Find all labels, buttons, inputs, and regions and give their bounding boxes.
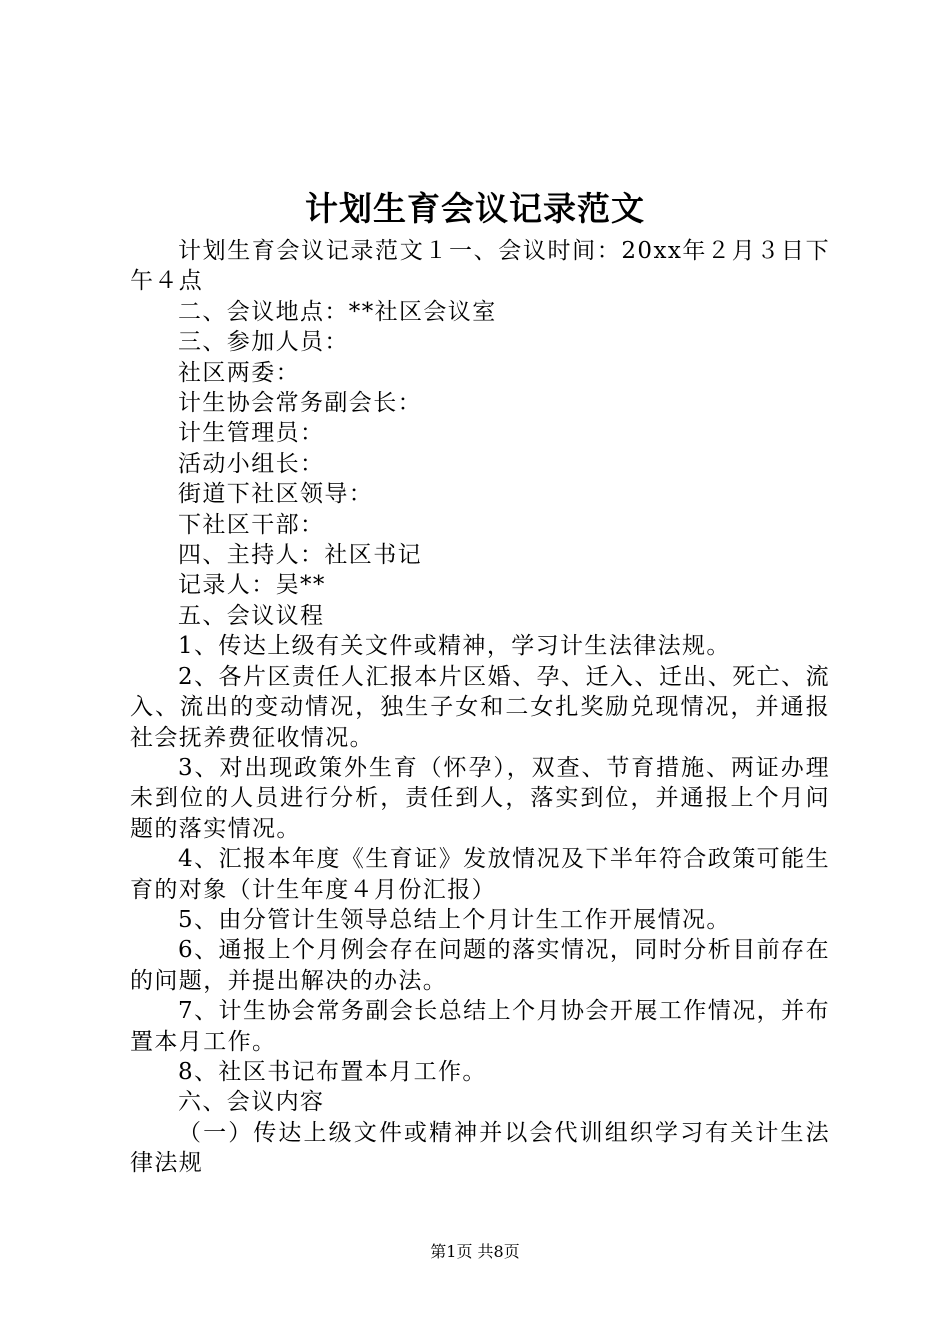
document-title: 计划生育会议记录范文	[305, 189, 645, 228]
paragraph: 下社区干部：	[178, 511, 325, 538]
paragraph: 6、通报上个月例会存在问题的落实情况，同时分析目前存在的问题，并提出解决的办法。	[130, 937, 830, 994]
paragraph: 4、汇报本年度《生育证》发放情况及下半年符合政策可能生育的对象（计生年度４月份汇报）	[130, 846, 830, 903]
document-body	[130, 236, 830, 1179]
paragraph: 五、会议议程	[178, 602, 325, 629]
page-number-footer: 第1页 共8页	[430, 1242, 520, 1261]
paragraph: 1、传达上级有关文件或精神，学习计生法律法规。	[178, 633, 731, 660]
paragraph: 7、计生协会常务副会长总结上个月协会开展工作情况，并布置本月工作。	[130, 998, 830, 1055]
paragraph: 记录人：吴**	[178, 572, 326, 599]
paragraph: 街道下社区领导：	[178, 481, 374, 508]
paragraph: 计划生育会议记录范文１一、会议时间：20xx年２月３日下午４点	[130, 238, 830, 295]
paragraph: 2、各片区责任人汇报本片区婚、孕、迁入、迁出、死亡、流入、流出的变动情况，独生子女和二女扎奖励兑现情况，并通报社会抚养费征收情况。	[130, 663, 830, 751]
paragraph: 四、主持人：社区书记	[178, 542, 422, 569]
paragraph: 六、会议内容	[178, 1089, 325, 1116]
paragraph: 5、由分管计生领导总结上个月计生工作开展情况。	[178, 906, 731, 933]
paragraph: 活动小组长：	[178, 450, 325, 477]
paragraph: 3、对出现政策外生育（怀孕），双查、节育措施、两证办理未到位的人员进行分析，责任到人，落实到位，并通报上个月问题的落实情况。	[130, 754, 830, 842]
paragraph: 计生管理员：	[178, 420, 325, 447]
paragraph: 三、参加人员：	[178, 329, 349, 356]
paragraph: （一）传达上级文件或精神并以会代训组织学习有关计生法律法规	[130, 1119, 830, 1177]
paragraph: 计生协会常务副会长：	[178, 390, 422, 417]
paragraph: 8、社区书记布置本月工作。	[178, 1058, 487, 1085]
paragraph: 二、会议地点：**社区会议室	[178, 298, 497, 325]
paragraph: 社区两委：	[178, 359, 300, 386]
